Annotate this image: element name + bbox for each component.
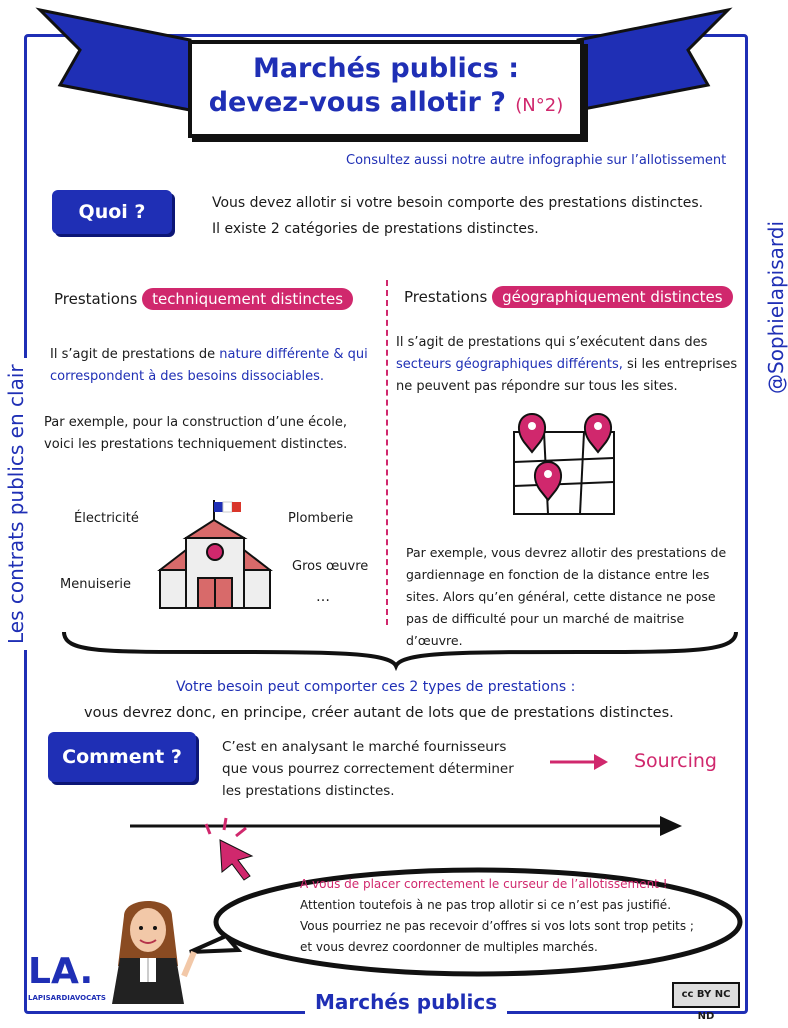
item-menuiserie: Menuiserie: [60, 577, 132, 592]
lawyer-avatar: [98, 896, 198, 1004]
geographique-pill: géographiquement distinctes: [492, 286, 733, 308]
cc-license-badge[interactable]: cc BY NC ND: [672, 982, 740, 1008]
arrow-right-icon: [548, 752, 610, 772]
bubble-text: [300, 874, 720, 958]
quoi-line1: Vous devez allotir si votre besoin comporte des prestations distinctes.: [212, 195, 704, 211]
related-infographic-link[interactable]: Consultez aussi notre autre infographie sur l’allotissement: [346, 153, 727, 168]
geographique-prefix: Prestations: [404, 288, 488, 306]
footer-topic: Marchés publics: [305, 990, 507, 1014]
geographique-heading: [404, 286, 733, 308]
bubble-line1: Attention toutefois à ne pas trop allotir si ce n’est pas justifié.: [300, 898, 672, 912]
sourcing-label: Sourcing: [634, 750, 717, 772]
logo-subtitle: LAPISARDIAVOCATS: [28, 994, 106, 1002]
column-divider: [386, 280, 388, 625]
summary-line2: vous devrez donc, en principe, créer autant de lots que de prestations distinctes.: [84, 705, 674, 721]
technique-prefix: Prestations: [54, 290, 138, 308]
side-label-left: Les contrats publics en clair: [4, 358, 28, 650]
technique-desc-highlight: nature différente & qui correspondent à des besoins dissociables.: [50, 347, 368, 384]
map-icon: [500, 412, 630, 516]
technique-example: Par exemple, pour la construction d’une école, voici les prestations techniquement distinctes.: [44, 415, 348, 452]
geographique-desc-start: Il s’agit de prestations qui s’exécutent dans des: [396, 335, 708, 350]
bubble-headline: A vous de placer correctement le curseur de l’allotissement !: [300, 877, 668, 891]
geographique-description: [396, 332, 746, 398]
comment-text: C’est en analysant le marché fournisseurs que vous pourrez correctement déterminer les prestations distinctes.: [222, 739, 514, 799]
geographique-desc-highlight: secteurs géographiques différents,: [396, 357, 623, 372]
technique-description: [50, 344, 370, 388]
geographique-desc-end: si les entreprises ne peuvent pas répondre sur tous les sites.: [396, 357, 738, 394]
side-label-right: @Sophielapisardi: [764, 215, 788, 400]
comment-badge: Comment ?: [48, 732, 196, 782]
technique-heading: [54, 288, 353, 310]
item-gros-oeuvre: Gros œuvre: [292, 559, 369, 574]
title-line2-text: devez-vous allotir ?: [208, 87, 506, 118]
title-line1: Marchés publics :: [252, 53, 520, 84]
bubble-line3: et vous devrez coordonner de multiples marchés.: [300, 940, 598, 954]
title-box: [188, 40, 584, 138]
quoi-badge: Quoi ?: [52, 190, 172, 234]
school-icon: [158, 498, 272, 610]
summary-line1: Votre besoin peut comporter ces 2 types de prestations :: [176, 679, 576, 695]
item-plomberie: Plomberie: [288, 511, 354, 526]
logo: LA.: [28, 951, 94, 992]
bubble-line2: Vous pourriez ne pas recevoir d’offres si vos lots sont trop petits ;: [300, 919, 694, 933]
quoi-line2: Il existe 2 catégories de prestations distinctes.: [212, 221, 539, 237]
technique-desc-start: Il s’agit de prestations de: [50, 347, 216, 362]
title-number: (N°2): [515, 95, 564, 116]
item-electricite: Électricité: [74, 511, 139, 526]
curly-brace: [60, 626, 740, 670]
geographique-example: Par exemple, vous devrez allotir des prestations de gardiennage en fonction de la distance entre les sites. Alors qu’en général, cette distance ne pose pas de difficulté pour un marché de maitrise d’œuvre.: [406, 545, 727, 648]
title-line2: [192, 86, 580, 123]
technique-pill: techniquement distinctes: [142, 288, 353, 310]
item-etc: …: [316, 589, 330, 605]
